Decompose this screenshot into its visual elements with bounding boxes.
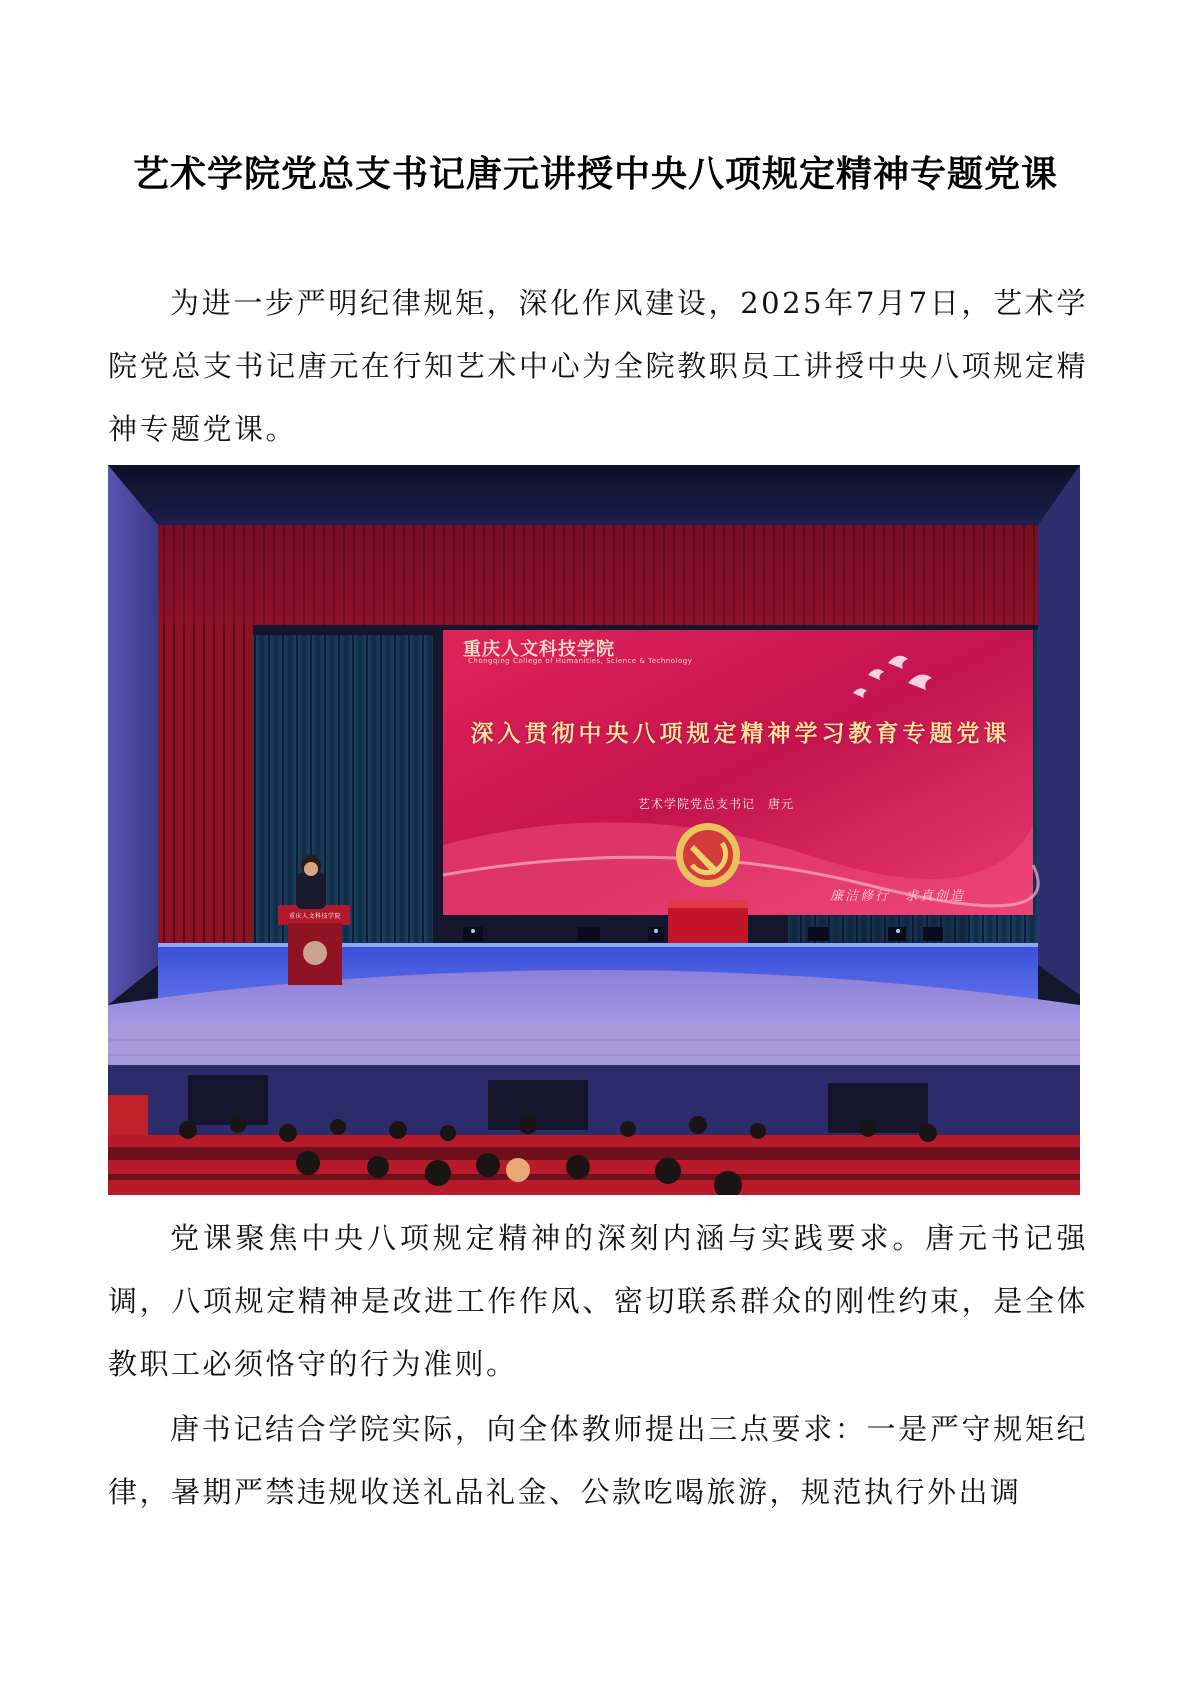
screen-slogan: 廉洁修行 求真创造 — [830, 889, 966, 904]
paragraph-1: 为进一步严明纪律规矩，深化作风建设，2025年7月7日，艺术学院党总支书记唐元在行知艺术中心为全院教职员工讲授中央八项规定精神专题党课。 — [108, 286, 1088, 446]
podium-sign: 重庆人文科技学院 — [288, 913, 341, 920]
paragraph-2: 党课聚焦中央八项规定精神的深刻内涵与实践要求。唐元书记强调，八项规定精神是改进工作作风、密切联系群众的刚性约束，是全体教职工必须恪守的行为准则。 — [108, 1221, 1088, 1381]
screen-logo-text: 重庆人文科技学院 — [463, 639, 615, 660]
paragraph-3: 唐书记结合学院实际，向全体教师提出三点要求：一是严守规矩纪律，暑期严禁违规收送礼品礼金、公款吃喝旅游，规范执行外出调 — [108, 1412, 1088, 1509]
stage-illustration — [108, 465, 1080, 1195]
screen-speaker: 艺术学院党总支书记 唐元 — [638, 797, 795, 811]
event-photo — [108, 465, 1080, 1195]
screen-logo-subtitle: Chongqing College of Humanities, Science & Technology — [468, 657, 693, 665]
page-title: 艺术学院党总支书记唐元讲授中央八项规定精神专题党课 — [132, 154, 1058, 195]
screen-heading: 深入贯彻中央八项规定精神学习教育专题党课 — [470, 720, 1011, 747]
